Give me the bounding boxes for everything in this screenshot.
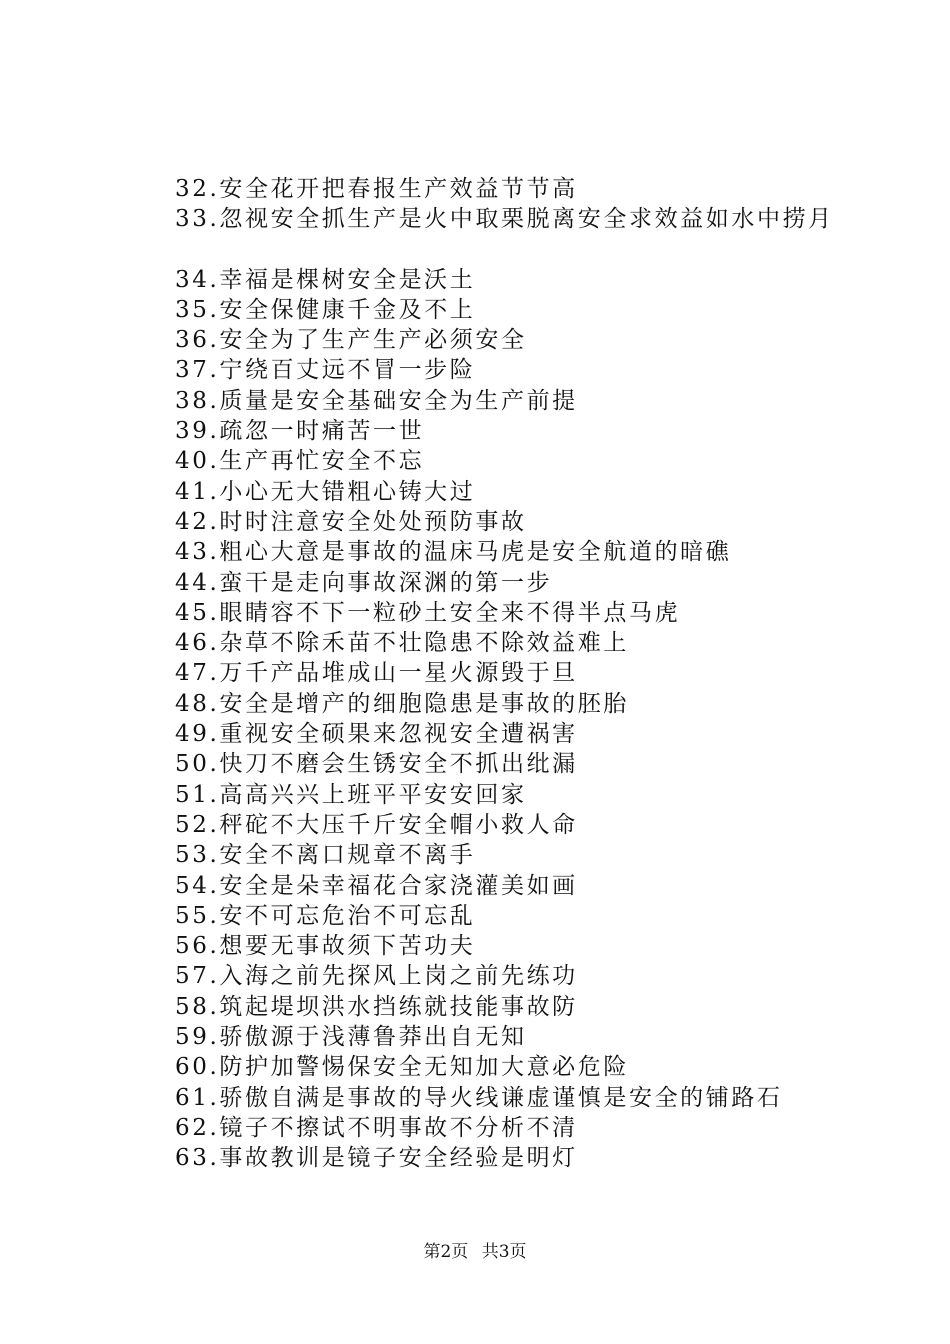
slogan-item: 56.想要无事故须下苦功夫 [175,933,476,960]
slogan-item: 35.安全保健康千金及不上 [175,296,476,323]
slogan-item: 41.小心无大错粗心铸大过 [175,478,476,505]
slogan-item: 39.疏忽一时痛苦一世 [175,418,425,445]
slogan-item: 49.重视安全硕果来忽视安全遭祸害 [175,721,578,748]
slogan-item: 58.筑起堤坝洪水挡练就技能事故防 [175,993,578,1020]
slogan-item: 32.安全花开把春报生产效益节节高 [175,176,578,202]
slogan-item: 52.秤砣不大压千斤安全帽小救人命 [175,811,578,838]
slogan-item: 33.忽视安全抓生产是火中取栗脱离安全求效益如水中捞月 [175,206,834,233]
slogan-item: 54.安全是朵幸福花合家浇灌美如画 [175,872,578,899]
slogan-item: 36.安全为了生产生产必须安全 [175,327,527,354]
slogan-item: 53.安全不离口规章不离手 [175,842,476,869]
slogan-item: 62.镜子不擦试不明事故不分析不清 [175,1114,578,1141]
slogan-item: 34.幸福是棵树安全是沃土 [175,266,476,293]
slogan-item: 60.防护加警惕保安全无知加大意必危险 [175,1054,629,1081]
slogan-item: 55.安不可忘危治不可忘乱 [175,902,476,929]
slogan-item: 46.杂草不除禾苗不壮隐患不除效益难上 [175,630,629,657]
slogan-item: 59.骄傲源于浅薄鲁莽出自无知 [175,1024,527,1051]
slogan-item: 38.质量是安全基础安全为生产前提 [175,387,578,414]
slogan-item: 48.安全是增产的细胞隐患是事故的胚胎 [175,690,629,717]
slogan-item: 42.时时注意安全处处预防事故 [175,508,527,535]
page-footer [0,1240,950,1264]
slogan-item: 57.入海之前先探风上岗之前先练功 [175,963,578,990]
slogan-item: 43.粗心大意是事故的温床马虎是安全航道的暗礁 [175,539,732,566]
page-number-total: 共3页 [481,1242,527,1262]
page-number-current: 第2页 [423,1242,469,1262]
slogan-item: 61.骄傲自满是事故的导火线谦虚谨慎是安全的铺路石 [175,1084,783,1111]
slogan-item: 45.眼睛容不下一粒砂土安全来不得半点马虎 [175,599,681,626]
slogan-item: 37.宁绕百丈远不冒一步险 [175,357,476,384]
slogan-item: 51.高高兴兴上班平平安安回家 [175,781,527,808]
slogan-item: 47.万千产品堆成山一星火源毁于旦 [175,660,578,687]
slogan-item: 44.蛮干是走向事故深渊的第一步 [175,569,553,596]
slogan-item: 50.快刀不磨会生锈安全不抓出纰漏 [175,751,578,778]
slogan-item: 40.生产再忙安全不忘 [175,448,425,475]
slogan-item: 63.事故教训是镜子安全经验是明灯 [175,1145,578,1172]
slogan-list [175,174,895,1174]
